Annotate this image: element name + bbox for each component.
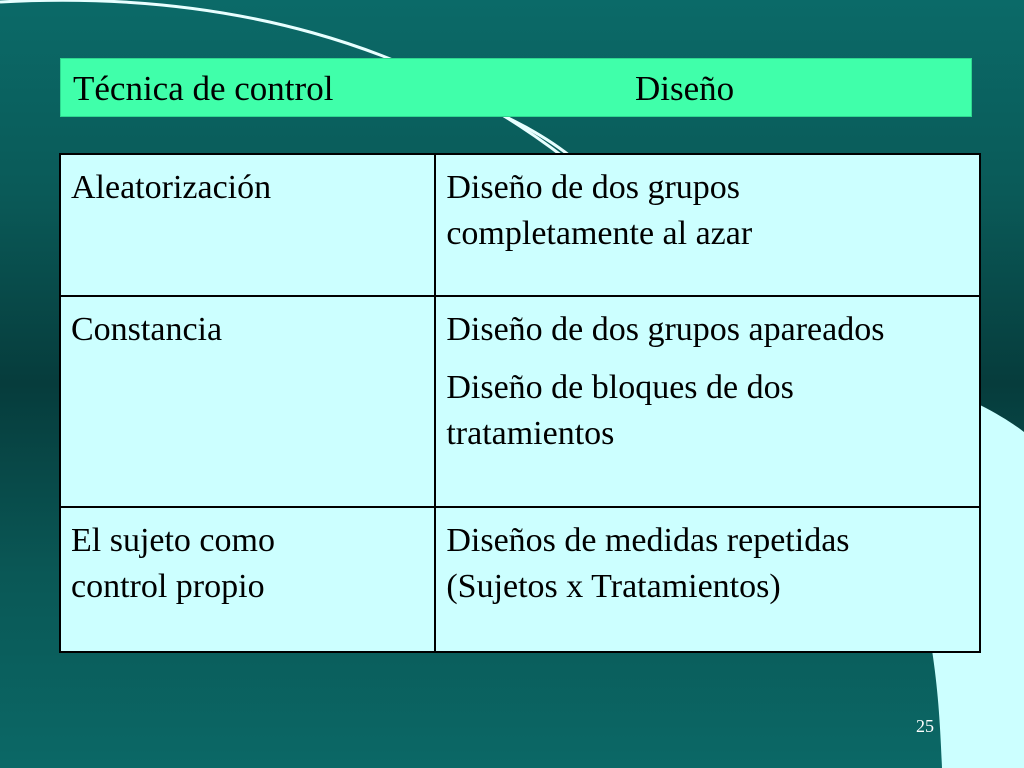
- design-text: tratamientos: [446, 415, 615, 452]
- header-bar: [60, 58, 972, 117]
- table-row: [60, 507, 980, 652]
- design-text: completamente al azar: [446, 215, 753, 252]
- technique-cell: [60, 154, 435, 296]
- technique-text: Constancia: [71, 311, 223, 348]
- technique-cell: [60, 507, 435, 652]
- page-number: 25: [916, 716, 934, 736]
- design-text: Diseño de dos grupos apareados: [446, 311, 885, 348]
- technique-text: Aleatorización: [71, 169, 272, 206]
- table-row: [60, 296, 980, 507]
- design-text: Diseño de dos grupos: [446, 169, 741, 206]
- design-cell: [435, 154, 980, 296]
- header-design-label: Diseño: [635, 69, 735, 108]
- table-row: [60, 154, 980, 296]
- design-text: Diseños de medidas repetidas: [446, 522, 850, 559]
- technique-cell: [60, 296, 435, 507]
- design-text: Diseño de bloques de dos: [446, 369, 794, 406]
- design-text: (Sujetos x Tratamientos): [446, 568, 781, 605]
- technique-text: control propio: [71, 568, 265, 605]
- design-cell: [435, 296, 980, 507]
- technique-text: El sujeto como: [71, 522, 275, 559]
- design-cell: [435, 507, 980, 652]
- header-technique-label: Técnica de control: [73, 69, 334, 108]
- control-design-table: [59, 153, 981, 653]
